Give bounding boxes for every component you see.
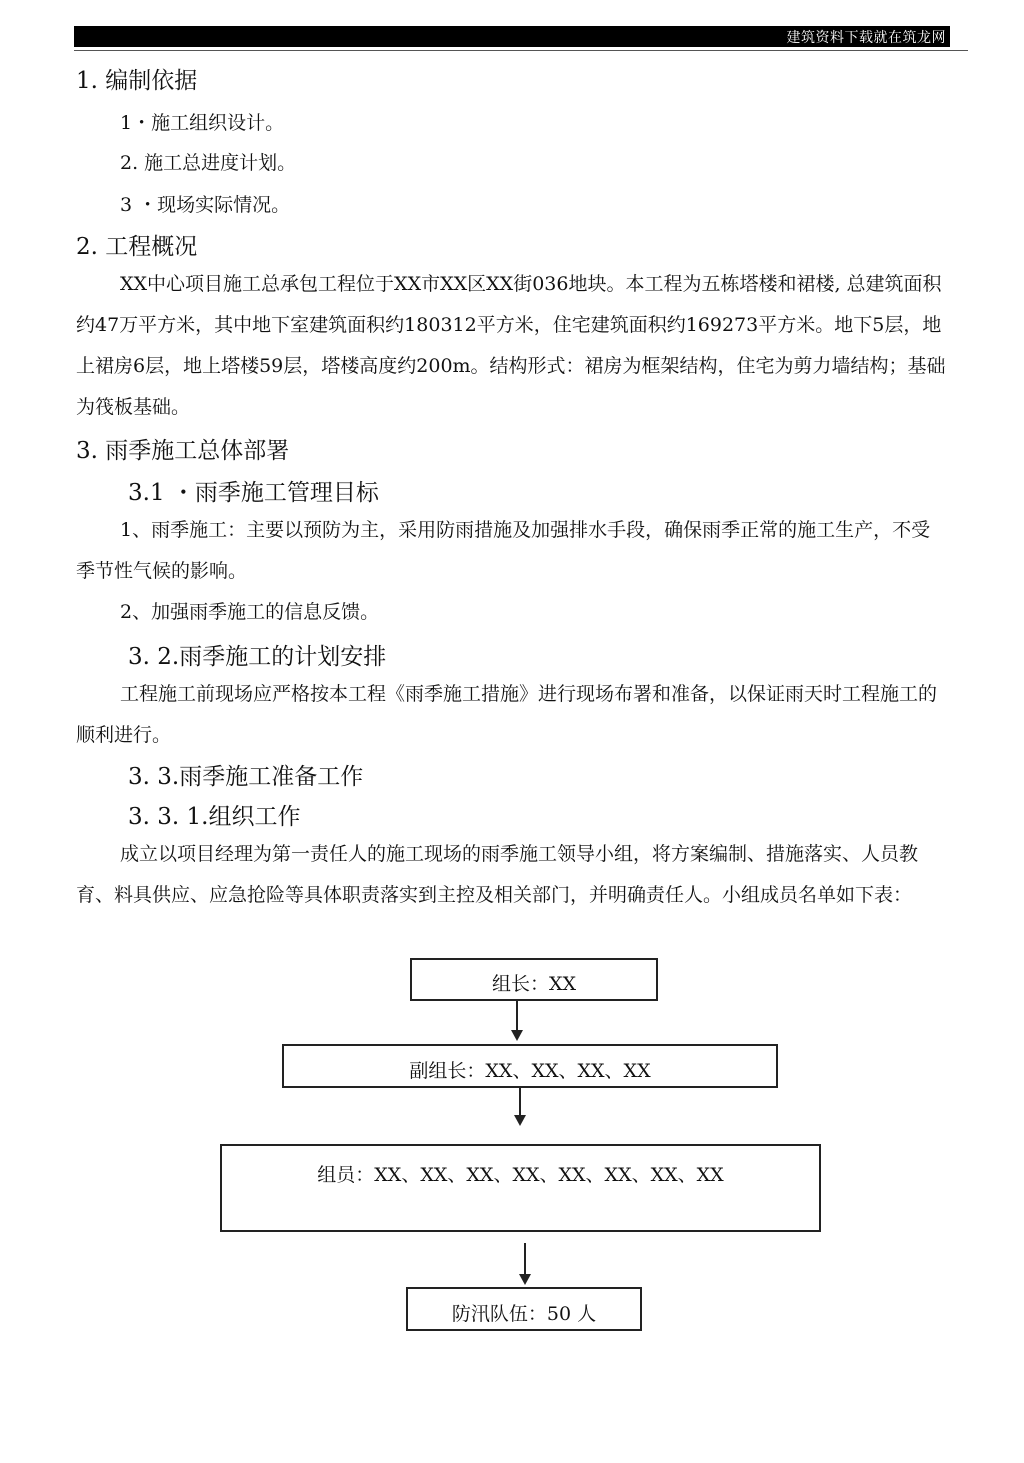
org-leader-label: 组长：XX (491, 973, 577, 995)
section-3-1-paragraph-2: 2、加强雨季施工的信息反馈。 (120, 601, 380, 623)
header-bar (74, 26, 950, 47)
arrow-1-head (511, 1030, 523, 1041)
arrow-2-head (514, 1115, 526, 1126)
section-3-2-paragraph: 工程施工前现场应严格按本工程《雨季施工措施》进行现场布署和准备，以保证雨天时工程施工的顺利进行。 (76, 683, 938, 746)
org-deputy-box (282, 1044, 778, 1088)
org-flood-team-label: 防汛队伍：50 人 (451, 1303, 597, 1325)
section-3-title: 3. 雨季施工总体部署 (76, 438, 290, 464)
header-text: 建筑资料下载就在筑龙网 (786, 30, 946, 46)
section-3-3-1-paragraph: 成立以项目经理为第一责任人的施工现场的雨季施工领导小组，将方案编制、措施落实、人员教育、料具供应、应急抢险等具体职责落实到主控及相关部门，并明确责任人。小组成员名单如下表： (76, 843, 919, 906)
section-3-1-paragraph-1: 1、雨季施工：主要以预防为主，采用防雨措施及加强排水手段，确保雨季正常的施工生产，不受季节性气候的影响。 (76, 519, 931, 582)
org-members-box (220, 1144, 821, 1232)
section-2-title: 2. 工程概况 (76, 234, 198, 260)
arrow-1-line (516, 1001, 518, 1031)
section-3-3-title: 3. 3.雨季施工准备工作 (128, 764, 364, 790)
section-2-paragraph: XX中心项目施工总承包工程位于XX市XX区XX街036地块。本工程为五栋塔楼和裙楼, 总建筑面积约47万平方米，其中地下室建筑面积约180312平方米，住宅建筑面积约169273平方米。地下5层，地上裙房6层，地上塔楼59层，塔楼高度约200m。结构形式：裙房为框架结构，住宅为剪力墙结构；基础为筏板基础。 (76, 273, 946, 418)
arrow-3-line (524, 1243, 526, 1275)
section-3-3-1-title: 3. 3. 1.组织工作 (128, 804, 301, 830)
section-1-item-2: 2. 施工总进度计划。 (120, 152, 297, 174)
org-deputy-label: 副组长：XX、XX、XX、XX (409, 1060, 651, 1082)
org-leader-box (410, 958, 658, 1001)
section-1-title: 1. 编制依据 (76, 68, 198, 94)
section-3-1-title: 3.1 ・雨季施工管理目标 (128, 480, 379, 506)
section-1-item-1: 1・施工组织设计。 (120, 112, 285, 134)
arrow-3-head (519, 1274, 531, 1285)
org-members-label: 组员：XX、XX、XX、XX、XX、XX、XX、XX (317, 1164, 724, 1186)
section-3-2-title: 3. 2.雨季施工的计划安排 (128, 644, 387, 670)
section-1-item-3: 3 ・现场实际情况。 (120, 194, 291, 216)
arrow-2-line (519, 1088, 521, 1116)
org-flood-team-box (406, 1287, 642, 1331)
header-divider (74, 50, 968, 51)
